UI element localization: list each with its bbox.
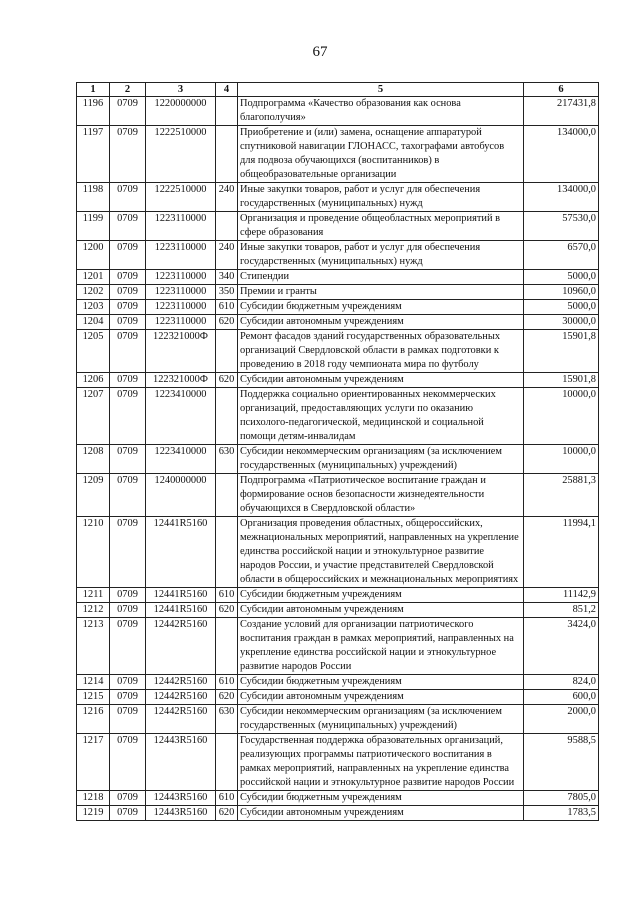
table-row <box>77 126 599 183</box>
description-cell: Иные закупки товаров, работ и услуг для обеспечения государственных (муниципальных) нужд <box>238 241 524 270</box>
section-code-cell: 0709 <box>110 445 146 474</box>
section-code-cell: 0709 <box>110 734 146 791</box>
target-article-cell: 1223410000 <box>146 445 216 474</box>
row-number-cell: 1209 <box>77 474 110 517</box>
row-number-cell: 1205 <box>77 330 110 373</box>
amount-cell: 824,0 <box>524 675 599 690</box>
section-code-cell: 0709 <box>110 330 146 373</box>
expense-type-cell: 630 <box>216 705 238 734</box>
description-cell: Субсидии автономным учреждениям <box>238 690 524 705</box>
table-row <box>77 517 599 588</box>
description-cell: Подпрограмма «Качество образования как основа благополучия» <box>238 97 524 126</box>
column-header: 4 <box>216 83 238 97</box>
description-cell: Субсидии автономным учреждениям <box>238 806 524 821</box>
column-header: 3 <box>146 83 216 97</box>
target-article-cell: 12443R5160 <box>146 734 216 791</box>
section-code-cell: 0709 <box>110 588 146 603</box>
row-number-cell: 1207 <box>77 388 110 445</box>
description-cell: Субсидии некоммерческим организациям (за исключением государственных (муниципальных) учреждений) <box>238 445 524 474</box>
table-row <box>77 690 599 705</box>
row-number-cell: 1202 <box>77 285 110 300</box>
expense-type-cell <box>216 330 238 373</box>
expense-type-cell <box>216 212 238 241</box>
expense-type-cell <box>216 618 238 675</box>
description-cell: Ремонт фасадов зданий государственных образовательных организаций Свердловской области в рамках подготовки к проведению в 2018 году чемпионата мира по футболу <box>238 330 524 373</box>
amount-cell: 217431,8 <box>524 97 599 126</box>
amount-cell: 10960,0 <box>524 285 599 300</box>
row-number-cell: 1203 <box>77 300 110 315</box>
table-row <box>77 675 599 690</box>
description-cell: Подпрограмма «Патриотическое воспитание граждан и формирование основ безопасности жизнедеятельности обучающихся в Свердловской области» <box>238 474 524 517</box>
description-cell: Субсидии некоммерческим организациям (за исключением государственных (муниципальных) учреждений) <box>238 705 524 734</box>
expense-type-cell <box>216 388 238 445</box>
table-row <box>77 373 599 388</box>
table-row <box>77 618 599 675</box>
row-number-cell: 1219 <box>77 806 110 821</box>
target-article-cell: 1223110000 <box>146 241 216 270</box>
target-article-cell: 12442R5160 <box>146 705 216 734</box>
row-number-cell: 1211 <box>77 588 110 603</box>
table-row <box>77 183 599 212</box>
expense-type-cell: 340 <box>216 270 238 285</box>
section-code-cell: 0709 <box>110 315 146 330</box>
expense-type-cell: 620 <box>216 373 238 388</box>
column-header: 6 <box>524 83 599 97</box>
row-number-cell: 1216 <box>77 705 110 734</box>
row-number-cell: 1218 <box>77 791 110 806</box>
row-number-cell: 1201 <box>77 270 110 285</box>
expense-type-cell: 620 <box>216 690 238 705</box>
row-number-cell: 1215 <box>77 690 110 705</box>
amount-cell: 10000,0 <box>524 445 599 474</box>
section-code-cell: 0709 <box>110 212 146 241</box>
table-row <box>77 474 599 517</box>
section-code-cell: 0709 <box>110 618 146 675</box>
target-article-cell: 1223110000 <box>146 300 216 315</box>
amount-cell: 30000,0 <box>524 315 599 330</box>
amount-cell: 57530,0 <box>524 212 599 241</box>
expense-type-cell: 350 <box>216 285 238 300</box>
table-row <box>77 388 599 445</box>
expense-type-cell <box>216 474 238 517</box>
section-code-cell: 0709 <box>110 791 146 806</box>
description-cell: Субсидии бюджетным учреждениям <box>238 791 524 806</box>
table-row <box>77 300 599 315</box>
target-article-cell: 1223110000 <box>146 285 216 300</box>
expense-type-cell <box>216 97 238 126</box>
column-header: 2 <box>110 83 146 97</box>
amount-cell: 9588,5 <box>524 734 599 791</box>
section-code-cell: 0709 <box>110 705 146 734</box>
table-row <box>77 806 599 821</box>
section-code-cell: 0709 <box>110 474 146 517</box>
table-header-row <box>77 83 599 97</box>
target-article-cell: 12443R5160 <box>146 806 216 821</box>
amount-cell: 11994,1 <box>524 517 599 588</box>
row-number-cell: 1206 <box>77 373 110 388</box>
description-cell: Субсидии автономным учреждениям <box>238 603 524 618</box>
section-code-cell: 0709 <box>110 603 146 618</box>
row-number-cell: 1213 <box>77 618 110 675</box>
expense-type-cell: 610 <box>216 791 238 806</box>
section-code-cell: 0709 <box>110 300 146 315</box>
row-number-cell: 1198 <box>77 183 110 212</box>
amount-cell: 7805,0 <box>524 791 599 806</box>
row-number-cell: 1214 <box>77 675 110 690</box>
amount-cell: 134000,0 <box>524 183 599 212</box>
expense-type-cell <box>216 126 238 183</box>
row-number-cell: 1210 <box>77 517 110 588</box>
amount-cell: 1783,5 <box>524 806 599 821</box>
table-row <box>77 241 599 270</box>
description-cell: Субсидии бюджетным учреждениям <box>238 675 524 690</box>
amount-cell: 134000,0 <box>524 126 599 183</box>
expense-type-cell: 620 <box>216 603 238 618</box>
section-code-cell: 0709 <box>110 690 146 705</box>
row-number-cell: 1204 <box>77 315 110 330</box>
description-cell: Государственная поддержка образовательных организаций, реализующих программы патриотического воспитания в рамках мероприятий, направленных на укрепление единства российской нации и этнокультурное развитие народов России <box>238 734 524 791</box>
section-code-cell: 0709 <box>110 675 146 690</box>
expense-type-cell: 240 <box>216 183 238 212</box>
target-article-cell: 1222510000 <box>146 183 216 212</box>
row-number-cell: 1208 <box>77 445 110 474</box>
expense-type-cell: 630 <box>216 445 238 474</box>
amount-cell: 6570,0 <box>524 241 599 270</box>
table-row <box>77 603 599 618</box>
amount-cell: 600,0 <box>524 690 599 705</box>
amount-cell: 851,2 <box>524 603 599 618</box>
target-article-cell: 1223110000 <box>146 315 216 330</box>
amount-cell: 10000,0 <box>524 388 599 445</box>
table-row <box>77 791 599 806</box>
section-code-cell: 0709 <box>110 270 146 285</box>
expense-type-cell: 610 <box>216 675 238 690</box>
table-row <box>77 734 599 791</box>
target-article-cell: 1223110000 <box>146 212 216 241</box>
description-cell: Иные закупки товаров, работ и услуг для обеспечения государственных (муниципальных) нужд <box>238 183 524 212</box>
table-row <box>77 445 599 474</box>
description-cell: Субсидии бюджетным учреждениям <box>238 588 524 603</box>
row-number-cell: 1196 <box>77 97 110 126</box>
table-row <box>77 330 599 373</box>
amount-cell: 5000,0 <box>524 300 599 315</box>
expense-type-cell <box>216 734 238 791</box>
section-code-cell: 0709 <box>110 126 146 183</box>
target-article-cell: 12441R5160 <box>146 588 216 603</box>
target-article-cell: 12442R5160 <box>146 675 216 690</box>
section-code-cell: 0709 <box>110 241 146 270</box>
expense-type-cell: 240 <box>216 241 238 270</box>
table-row <box>77 97 599 126</box>
table-row <box>77 212 599 241</box>
target-article-cell: 12442R5160 <box>146 618 216 675</box>
section-code-cell: 0709 <box>110 806 146 821</box>
expense-type-cell: 610 <box>216 588 238 603</box>
row-number-cell: 1217 <box>77 734 110 791</box>
section-code-cell: 0709 <box>110 517 146 588</box>
row-number-cell: 1199 <box>77 212 110 241</box>
section-code-cell: 0709 <box>110 388 146 445</box>
target-article-cell: 12441R5160 <box>146 517 216 588</box>
table-row <box>77 705 599 734</box>
description-cell: Приобретение и (или) замена, оснащение аппаратурой спутниковой навигации ГЛОНАСС, тахографами автобусов для подвоза обучающихся (воспитанников) в общеобразовательные организации <box>238 126 524 183</box>
expense-type-cell: 620 <box>216 806 238 821</box>
target-article-cell: 1222510000 <box>146 126 216 183</box>
budget-table <box>76 82 599 821</box>
amount-cell: 11142,9 <box>524 588 599 603</box>
amount-cell: 2000,0 <box>524 705 599 734</box>
table-row <box>77 270 599 285</box>
amount-cell: 15901,8 <box>524 330 599 373</box>
section-code-cell: 0709 <box>110 97 146 126</box>
target-article-cell: 1220000000 <box>146 97 216 126</box>
target-article-cell: 12442R5160 <box>146 690 216 705</box>
description-cell: Создание условий для организации патриотического воспитания граждан в рамках мероприятий, направленных на укрепление единства российской нации и этнокультурное развитие народов России <box>238 618 524 675</box>
target-article-cell: 12441R5160 <box>146 603 216 618</box>
section-code-cell: 0709 <box>110 183 146 212</box>
description-cell: Стипендии <box>238 270 524 285</box>
amount-cell: 5000,0 <box>524 270 599 285</box>
description-cell: Организация проведения областных, общероссийских, межнациональных мероприятий, направленных на укрепление единства российской нации и этнокультурное развитие народов России, и участие представителей Свердловской области в общероссийских и межнациональных мероприятиях <box>238 517 524 588</box>
expense-type-cell <box>216 517 238 588</box>
target-article-cell: 122321000Ф <box>146 373 216 388</box>
description-cell: Организация и проведение общеобластных мероприятий в сфере образования <box>238 212 524 241</box>
description-cell: Премии и гранты <box>238 285 524 300</box>
target-article-cell: 1223110000 <box>146 270 216 285</box>
target-article-cell: 1223410000 <box>146 388 216 445</box>
section-code-cell: 0709 <box>110 285 146 300</box>
description-cell: Поддержка социально ориентированных некоммерческих организаций, предоставляющих услуги по оказанию психолого-педагогической, медицинской и социальной помощи детям-инвалидам <box>238 388 524 445</box>
description-cell: Субсидии автономным учреждениям <box>238 315 524 330</box>
column-header: 5 <box>238 83 524 97</box>
amount-cell: 15901,8 <box>524 373 599 388</box>
amount-cell: 3424,0 <box>524 618 599 675</box>
row-number-cell: 1197 <box>77 126 110 183</box>
table-row <box>77 588 599 603</box>
row-number-cell: 1200 <box>77 241 110 270</box>
target-article-cell: 122321000Ф <box>146 330 216 373</box>
table-row <box>77 315 599 330</box>
column-header: 1 <box>77 83 110 97</box>
page-number: 67 <box>312 44 328 60</box>
description-cell: Субсидии автономным учреждениям <box>238 373 524 388</box>
expense-type-cell: 620 <box>216 315 238 330</box>
target-article-cell: 1240000000 <box>146 474 216 517</box>
description-cell: Субсидии бюджетным учреждениям <box>238 300 524 315</box>
table-row <box>77 285 599 300</box>
target-article-cell: 12443R5160 <box>146 791 216 806</box>
expense-type-cell: 610 <box>216 300 238 315</box>
row-number-cell: 1212 <box>77 603 110 618</box>
section-code-cell: 0709 <box>110 373 146 388</box>
amount-cell: 25881,3 <box>524 474 599 517</box>
